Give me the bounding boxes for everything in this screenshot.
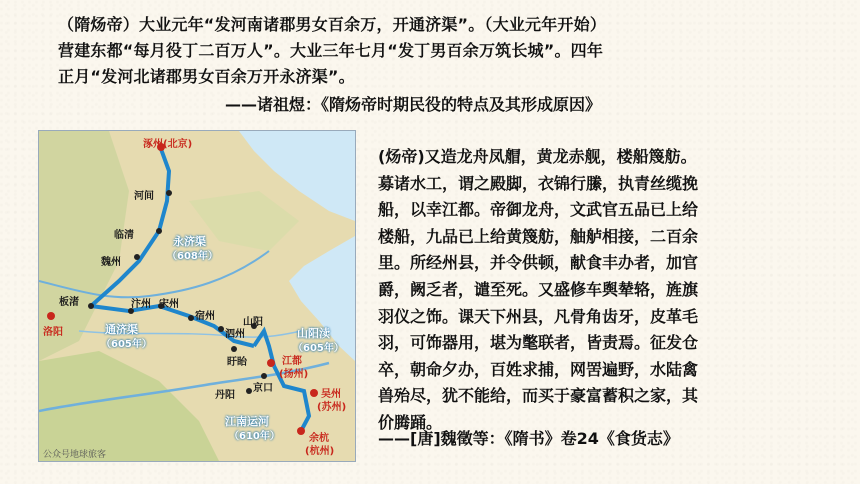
label-shanyang: 山阳 [243, 317, 263, 328]
label-luoyang: 洛阳 [43, 327, 63, 338]
label-suzhou2: (苏州) [317, 402, 347, 413]
city-dot-wuzhou [310, 389, 318, 397]
label-yangzhou: (扬州) [279, 369, 309, 380]
city-dot-xuyi [231, 346, 237, 352]
city-dot-hejian [166, 190, 172, 196]
right-quote-line: 价腾踊。 [378, 412, 443, 432]
right-quote-line: (炀帝)又造龙舟凤艒，黄龙赤舰，楼船篾舫。 [378, 147, 697, 166]
label-jingkou: 京口 [253, 383, 273, 394]
label-jiangnan-canal: 江南运河 [225, 415, 269, 428]
right-quote-line: 楼船，九品已上给黄篾舫，舳舻相接，二百余 [378, 226, 699, 246]
right-quote-line: 爵，阙乏者，谴至死。又盛修车舆辇辂，旌旗 [378, 279, 699, 299]
right-quote-line: 羽仪之饰。课天下州县，凡骨角齿牙，皮革毛 [378, 306, 699, 326]
label-suzhou: 宿州 [195, 311, 215, 322]
right-quote-line: 卒，朝命夕办，百姓求捕，网罟遍野，水陆禽 [378, 359, 699, 379]
right-quote-line: 羽，可饰器用，堪为氅联者，皆责焉。征发仓 [378, 333, 699, 353]
top-quote-line: （隋炀帝）大业元年“发河南诸郡男女百余万，开通济渠”。（大业元年开始） [58, 15, 607, 34]
map-graphic [39, 131, 355, 461]
right-quote-line: 兽殆尽，犹不能给，而买于豪富蓄积之家，其 [378, 386, 699, 406]
top-quote-line: 正月“发河北诸郡男女百余万开永济渠”。 [58, 67, 355, 86]
label-jiangnan-year: （610年） [229, 431, 280, 442]
city-dot-weizhou [134, 254, 140, 260]
right-quote-source: ——[唐]魏徵等：《隋书》卷24《食货志》 [378, 429, 679, 448]
label-yuhang: 余杭 [309, 433, 329, 444]
map-credit: 公众号地球旅客 [43, 450, 107, 460]
label-jiangdu: 江都 [282, 356, 302, 367]
city-dot-suzhou [188, 315, 194, 321]
city-dot-sizhou [218, 326, 224, 332]
label-weizhou: 魏州 [101, 257, 121, 268]
label-sizhou: 泗州 [225, 329, 245, 340]
label-hejian: 河间 [134, 191, 154, 202]
label-zhuozhou: 涿州(北京) [143, 139, 193, 150]
right-quote-line: 船，以幸江都。帝御龙舟，文武官五品已上给 [378, 200, 699, 220]
right-quote-line: 里。所经州县，并令供顿，献食丰办者，加官 [378, 253, 699, 273]
city-dot-danyang [246, 388, 252, 394]
grand-canal-map [38, 130, 356, 462]
label-bianzhou: 汴州 [131, 299, 151, 310]
label-shanyang-canal: 山阳渎 [297, 327, 330, 340]
city-dot-luoyang [47, 312, 55, 320]
city-dot-yuhang [297, 427, 305, 435]
label-yongji-canal: 永济渠 [173, 235, 206, 248]
label-hangzhou: (杭州) [305, 446, 335, 457]
label-shanyang-year: （605年） [293, 343, 344, 354]
right-quote [378, 144, 808, 437]
label-songzhou: 宋州 [159, 299, 179, 310]
right-quote-line: 募诸水工，谓之殿脚，衣锦行縢，执青丝缆挽 [378, 173, 699, 193]
label-danyang: 丹阳 [215, 390, 235, 401]
top-quote-source: ——诸祖煜：《隋炀帝时期民役的特点及其形成原因》 [225, 95, 602, 114]
city-dot-banzhu [88, 303, 94, 309]
label-xuyi: 盱眙 [227, 357, 247, 368]
label-tongji-year: （605年） [101, 339, 152, 350]
city-dot-linqing [156, 228, 162, 234]
label-tongji-canal: 通济渠 [105, 323, 138, 336]
label-banzhu: 板渚 [59, 297, 79, 308]
label-linqing: 临清 [114, 230, 134, 241]
city-dot-jiangdu [267, 359, 275, 367]
label-yongji-year: （608年） [167, 251, 218, 262]
top-quote-line: 营建东都“每月役丁二百万人”。大业三年七月“发丁男百余万筑长城”。四年 [58, 41, 604, 60]
top-quote [58, 12, 818, 90]
label-wuzhou: 吴州 [321, 389, 341, 400]
